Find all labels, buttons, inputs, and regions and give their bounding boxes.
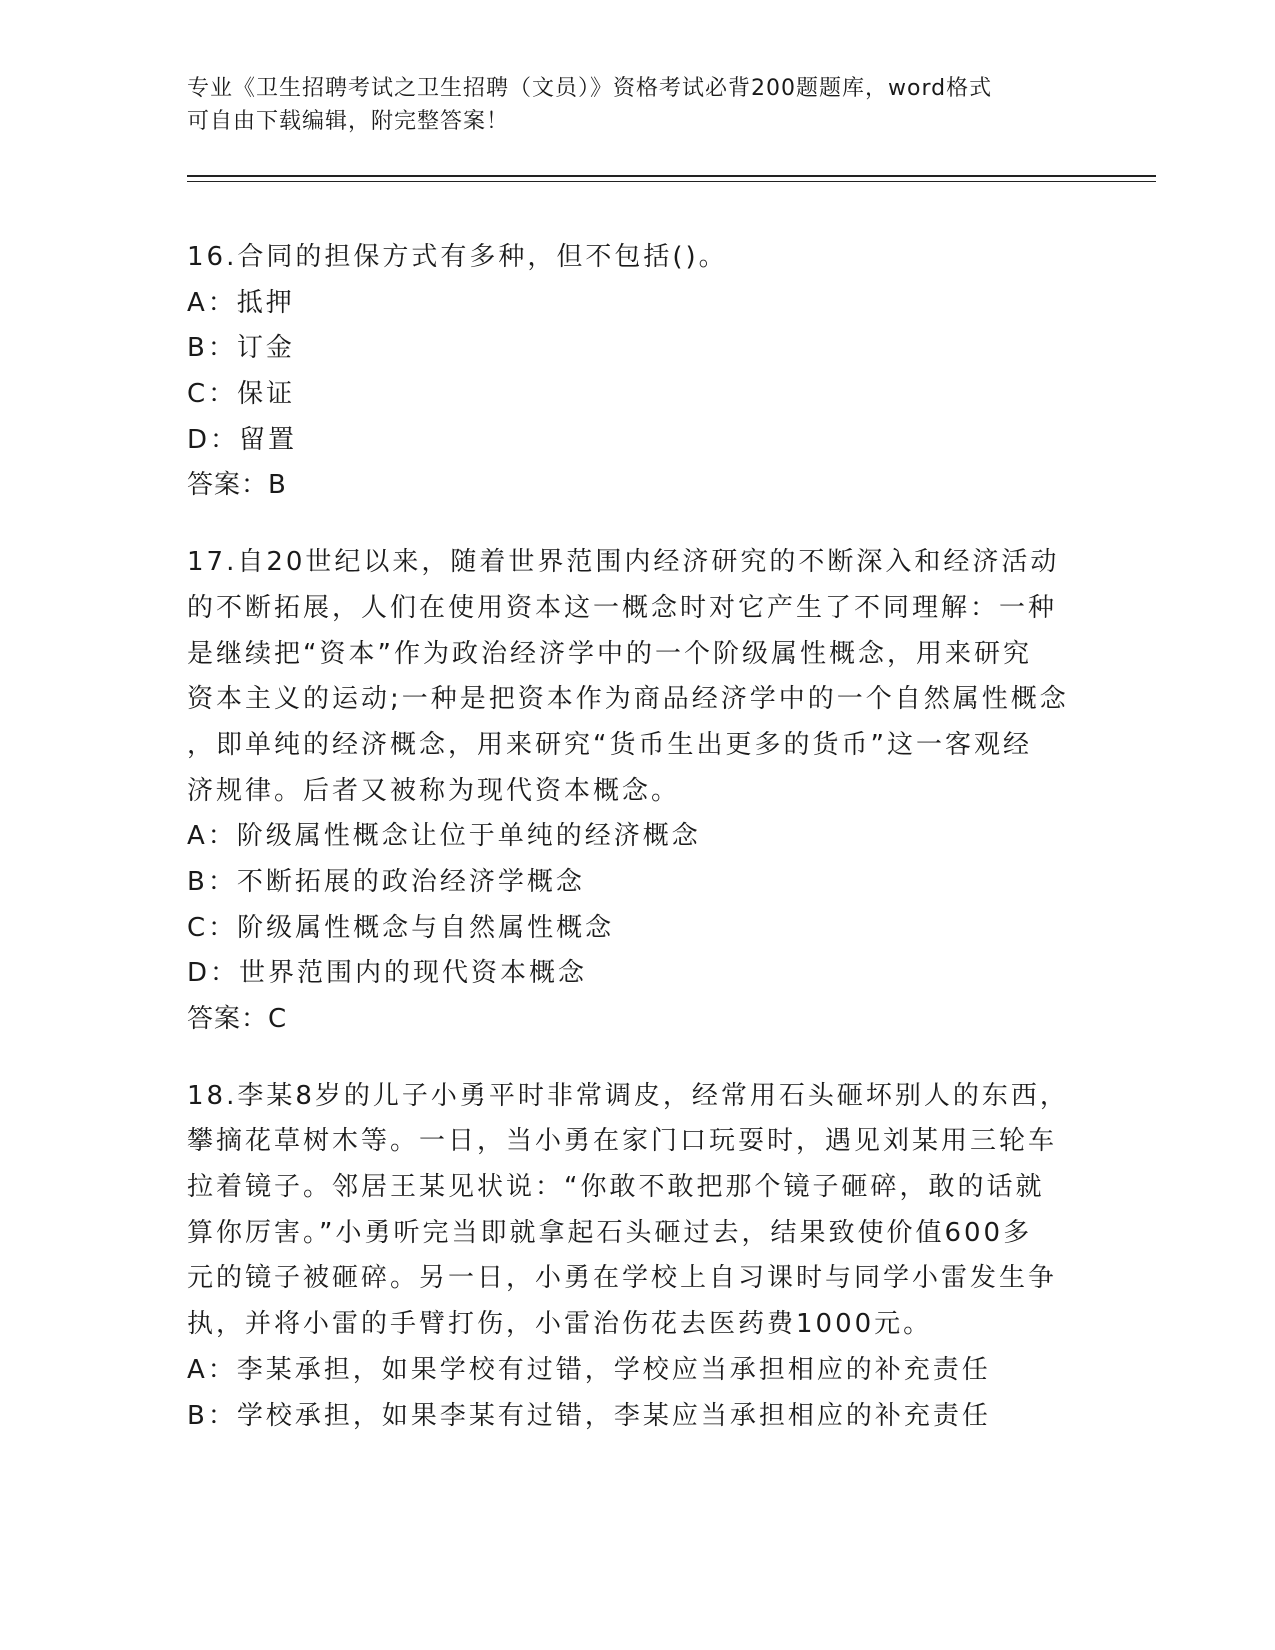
option-c: C：保证 [187, 379, 296, 410]
question-text-line: 18.李某8岁的儿子小勇平时非常调皮，经常用石头砸坏别人的东西， [187, 1080, 1069, 1111]
question-text-line: 是继续把“资本”作为政治经济学中的一个阶级属性概念，用来研究 [187, 638, 1032, 669]
question-list [187, 234, 1087, 1469]
question-18 [187, 1073, 1087, 1439]
option-b: B：订金 [187, 333, 295, 364]
question-text-line: 攀摘花草树木等。一日，当小勇在家门口玩耍时，遇见刘某用三轮车 [187, 1126, 1058, 1157]
question-text-line: 的不断拓展，人们在使用资本这一概念时对它产生了不同理解：一种 [187, 592, 1058, 623]
option-a: A：阶级属性概念让位于单纯的经济概念 [187, 821, 701, 852]
question-text-line: 17.自20世纪以来，随着世界范围内经济研究的不断深入和经济活动 [187, 547, 1060, 578]
question-text-line: 16.合同的担保方式有多种，但不包括()。 [187, 242, 728, 272]
question-text-line: 执，并将小雷的手臂打伤，小雷治伤花去医药费1000元。 [187, 1309, 933, 1340]
option-c: C：阶级属性概念与自然属性概念 [187, 912, 615, 943]
header-divider-thick [187, 175, 1156, 177]
question-17 [187, 539, 1087, 1042]
option-d: D：世界范围内的现代资本概念 [187, 958, 588, 989]
document-header [187, 72, 1067, 138]
option-b: B：学校承担，如果李某有过错，李某应当承担相应的补充责任 [187, 1400, 991, 1431]
question-text-line: ，即单纯的经济概念，用来研究“货币生出更多的货币”这一客观经 [187, 729, 1032, 760]
question-16 [187, 234, 1087, 508]
option-b: B：不断拓展的政治经济学概念 [187, 866, 585, 897]
question-text-line: 元的镜子被砸碎。另一日，小勇在学校上自习课时与同学小雷发生争 [187, 1263, 1058, 1294]
header-line-2: 可自由下载编辑，附完整答案！ [187, 109, 510, 134]
question-text-line: 拉着镜子。邻居王某见状说：“你敢不敢把那个镜子砸碎，敢的话就 [187, 1172, 1045, 1203]
header-line-1: 专业《卫生招聘考试之卫生招聘（文员）》资格考试必背200题题库，word格式 [187, 76, 993, 101]
question-text-line: 资本主义的运动;一种是把资本作为商品经济学中的一个自然属性概念 [187, 684, 1069, 715]
option-d: D：留置 [187, 424, 298, 455]
option-a: A：抵押 [187, 287, 295, 318]
option-a: A：李某承担，如果学校有过错，学校应当承担相应的补充责任 [187, 1354, 991, 1385]
answer-line: 答案：B [187, 470, 287, 501]
header-divider-thin [187, 181, 1156, 182]
question-text-line: 济规律。后者又被称为现代资本概念。 [187, 775, 681, 806]
answer-line: 答案：C [187, 1004, 288, 1034]
question-text-line: 算你厉害。”小勇听完当即就拿起石头砸过去，结果致使价值600多 [187, 1217, 1033, 1248]
